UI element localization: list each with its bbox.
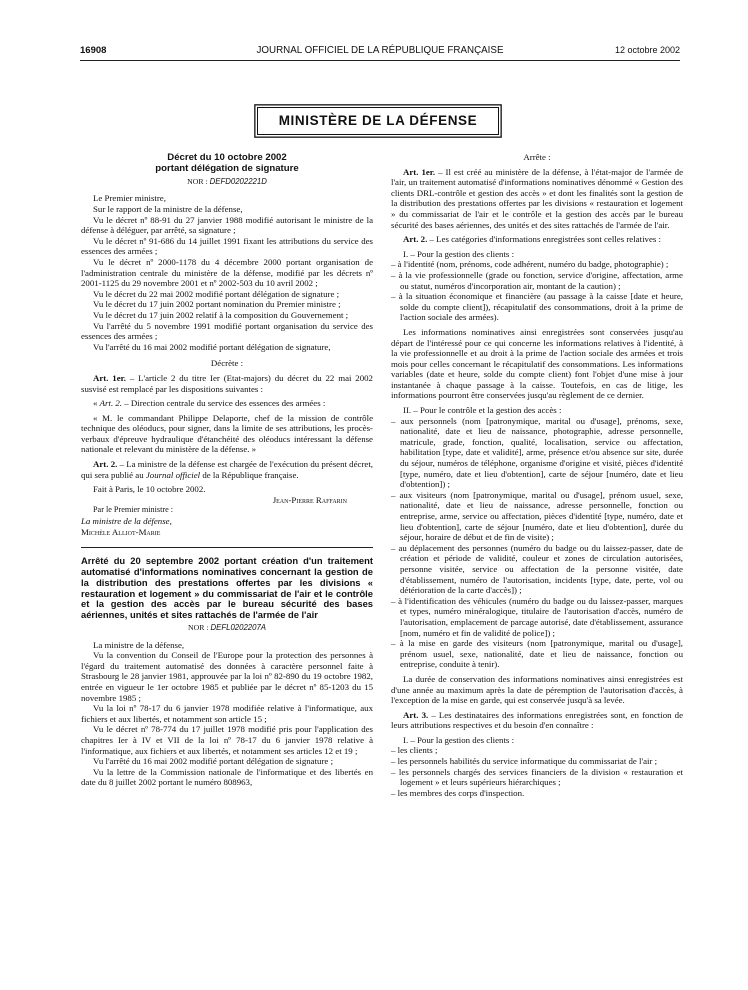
section-2-heading: II. – Pour le contrôle et la gestion des accès : [403,405,562,416]
arrete-art1 [391,167,683,231]
issue-date: 12 octobre 2002 [614,45,680,55]
nor-code: DEFD0202221D [209,176,267,186]
list-item: – à la situation économique et financière (au passage à la caisse [date et heure, solde du compte client]), récapitulatif des consommations, droit à la prime de l'action sociale des armées). [391,291,683,323]
decree-paragraph: Vu le décret nº 88-91 du 27 janvier 1988 modifié autorisant le ministre de la défense à déléguer, par arrêté, sa signature ; [81,214,373,236]
art-text: – La ministre de la défense est chargée de l'exécution du présent décret, qui sera publié au [81,459,373,480]
page-header [80,45,680,59]
list-item: – à l'identification des véhicules (numéro du badge ou du laissez-passer, marques et types, numéro minéralogique, titulaire de l'autorisation d'accès, numéro de l'autorisation, emplacement de parcage autorisé, date d'établissement, assurance [nom, numéro et fin de validité de police]) ; [391,595,683,638]
list-item: – les clients ; [391,745,438,756]
list-item: – aux visiteurs (nom [patronymique, marital ou d'usage], prénom usuel, sexe, nationalité, date et lieu de naissance, adresse personnelle, fonction ou entreprise, arme, service ou affectation, pièces d'identité [type, numéro, date et lieu d'obtention], carte de séjour [numéro, date et lieu d'obtention], durée du séjour, horaire de début et de fin de visite) ; [391,489,683,543]
art-text: – Les catégories d'informations enregistrées sont celles relatives : [427,234,661,245]
journal-title: JOURNAL OFFICIEL DE LA RÉPUBLIQUE FRANÇAISE [256,45,504,56]
section-1-heading: I. – Pour la gestion des clients : [403,248,515,259]
list-item: – au déplacement des personnes (numéro du badge ou du laissez-passer, date de création et période de validité, couleur et zones de circulation autorisées, personne visitée, service ou affectation de la personne visitée, date d'établissement, numéro de l'autorisation, incidents [type, date, perte, vol ou détérioration de la carte d'accès]) ; [391,542,683,596]
art-text: – L'article 2 du titre Ier (Etat-majors) du décret du 22 mai 2002 susvisé est remplacé par les dispositions suivantes : [81,372,373,394]
decree-nor [81,177,373,188]
nor-label: NOR : [187,623,211,632]
list-3 [391,745,683,798]
art-text: – Direction centrale du service des essences des armées : [122,398,326,409]
arrete-paragraph: Vu l'arrêté du 16 mai 2002 modifié portant délégation de signature ; [93,756,334,767]
list-item: – les personnels chargés des services financiers de la division « restauration et logement » et leurs supérieurs hiérarchiques ; [391,766,683,788]
decree-paragraph: Vu le décret du 17 juin 2002 portant nomination du Premier ministre ; [93,299,341,310]
arrete-paragraph: Vu la convention du Conseil de l'Europe pour la protection des personnes à l'égard du traitement automatisé des données à caractère personnel faite à Strasbourg le 28 janvier 1981, approuvée par la loi nº 82-890 du 19 octobre 1982, entrée en vigueur le 1er octobre 1985 et publiée par le décret nº 85-1203 du 15 novembre 1985 ; [81,650,373,703]
minister-title: La ministre de la défense, [81,516,172,527]
decree-art2 [81,459,373,480]
header-rule [80,60,680,61]
conservation-2: La durée de conservation des informations nominatives ainsi enregistrées est d'une année au maximum après la date de péremption de l'autorisation d'accès, à l'exception de la mise en garde, qui est conservée jusqu'à sa levée. [391,673,683,706]
art-text: – Les destinataires des informations enregistrées sont, en fonction de leurs attributions respectives et du besoin d'en connaître : [391,709,684,731]
list-2 [391,416,683,670]
arrete-nor [81,623,373,634]
decree-paragraph: Vu l'arrêté du 5 novembre 1991 modifié portant organisation du service des essences des armées ; [81,320,373,342]
journal-name: Journal officiel [145,469,201,480]
decree-paragraph: Vu le décret du 22 mai 2002 modifié portant délégation de signature ; [93,288,340,299]
arrete-art3 [391,710,683,731]
nor-code: DEFL0202207A [210,623,266,632]
section-3-heading: I. – Pour la gestion des clients : [403,734,515,745]
arrete-title: Arrêté du 20 septembre 2002 portant création d'un traitement automatisé d'informations nominatives concernant la gestion de la distribution des prestations offertes par les divisions « restauration et logement » du commissariat de l'air et le contrôle et la gestion des accès par le bureau sécurité des bases aériennes, unités et sites rattachés de l'armée de l'air [81,555,373,621]
decree-par: Par le Premier ministre : [93,505,174,515]
left-column [81,152,373,788]
decree-paragraph: Vu le décret du 17 juin 2002 relatif à la composition du Gouvernement ; [93,309,349,320]
art-label: Art. 2. [93,459,118,470]
ministry-title-box [257,107,499,135]
decree-paragraph: Vu le décret nº 2000-1178 du 4 décembre 2000 portant organisation de l'administration centrale du ministère de la défense, modifié par les décrets nº 2001-1125 du 29 novembre 2001 et nº 2002-503 du 10 avril 2002 ; [81,256,373,289]
quote-mark: « [93,398,100,409]
decree-paragraph: Vu le décret nº 91-686 du 14 juillet 1991 fixant les attributions du service des essences des armées ; [81,235,373,257]
arrete-paragraph: La ministre de la défense, [93,639,185,650]
art-label: Art. 1er. [93,372,126,383]
decree-paragraph: Vu l'arrêté du 16 mai 2002 modifié portant délégation de signature, [93,341,331,352]
arrete-word: Arrête : [523,152,551,162]
decree-paragraph: Le Premier ministre, [93,193,166,204]
decree-paragraph: Sur le rapport de la ministre de la défense, [93,204,243,214]
list-item: – les personnels habilités du service informatique du commissariat de l'air ; [391,756,658,767]
decrete: Décrète : [210,358,244,369]
decree-fait: Fait à Paris, le 10 octobre 2002. [93,484,206,495]
decree-signatory: Jean-Pierre Raffarin [272,494,347,505]
art-text: – Il est créé au ministère de la défense, à l'état-major de l'armée de l'air, un traitement automatisé d'informations nominatives dénommé « Gestion des clients DRL-contrôle et gestion des accès » et dont les finalités sont la gestion de la distribution des prestations offertes par les divisions « restauration et logement » du commissariat de l'air et le contrôle et la gestion des accès par le bureau sécurité des bases aériennes, des unités et des sites rattachés de l'armée de l'air. [391,166,683,230]
decree-art2-quote [81,398,373,409]
decree-art1 [81,373,373,394]
page-number: 16908 [80,45,107,56]
decree-preamble [81,193,373,352]
arrete-preamble [81,640,373,788]
arrete-art2 [391,234,683,245]
art-label: Art. 3. [403,709,429,720]
list-item: – à la vie professionnelle (grade ou fonction, service d'origine, affectation, arme ou statut, numéros d'incorporation air, montant de la caution) ; [391,269,683,291]
decree-title-2: portant délégation de signature [155,163,299,175]
right-column [391,152,683,798]
arrete-paragraph: Vu le décret nº 78-774 du 17 juillet 1978 modifié pris pour l'application des chapitres Ier à IV et VII de la loi nº 78-17 du 6 janvier 1978 relative à l'informatique, aux fichiers et aux libertés, et notamment ses articles 12 et 19 ; [81,724,373,756]
arrete-paragraph: Vu la lettre de la Commission nationale de l'informatique et des libertés en date du 8 juillet 2002 portant le numéro 808963, [81,766,373,788]
decree-title-1: Décret du 10 octobre 2002 [167,152,287,163]
art-label: Art. 1er. [403,166,436,177]
list-item: – à l'identité (nom, prénoms, code adhérent, numéro du badge, photographie) ; [391,259,669,270]
list-item: – les membres des corps d'inspection. [391,787,525,798]
decree-quote-body: « M. le commandant Philippe Delaporte, chef de la mission de contrôle technique des oléoducs, pour signer, dans la limite de ses attributions, les procès-verbaux d'épreuve hydraulique d'étanchéité des oléoducs intéressant la défense nationale et relevant du ministère de la défense. » [81,412,373,455]
art-text: de la République française. [200,469,299,480]
section-divider [81,547,373,548]
list-item: – à la mise en garde des visiteurs (nom [patronymique, marital ou d'usage], prénom usuel, sexe, nationalité, date et lieu de naissance, fonction ou entreprise, conduite à tenir). [391,638,683,670]
art-label: Art. 2. [403,234,428,245]
nor-label: NOR : [187,176,210,186]
art-label: Art. 2. [99,398,122,409]
arrete-paragraph: Vu la loi nº 78-17 du 6 janvier 1978 modifiée relative à l'informatique, aux fichiers et aux libertés, et notamment son article 15 ; [81,703,373,724]
ministry-title: MINISTÈRE DE LA DÉFENSE [278,113,478,128]
minister-name: Michèle Alliot-Marie [81,526,161,537]
list-item: – aux personnels (nom [patronymique, marital ou d'usage], prénoms, sexe, nationalité, date et lieu de naissance, photographie, adresse personnelle, matricule, grade, fonction, qualité, localisation, service ou affectation, habilitation [type, date et validité], arme, présence et/ou absence sur site, durée du séjour, numéros de téléphone, organisme d'origine et visité, pièces d'identité [type, numéro, date et lieu d'obtention], carte de séjour [numéro, date et lieu d'obtention]) ; [391,415,683,490]
conservation-1: Les informations nominatives ainsi enregistrées sont conservées jusqu'au départ de l'intéressé pour ce qui concerne les informations relatives à l'identité, à la vie professionnelle et au droit à la prime de l'action sociale des armées et trois mois pour celles concernant le récapitulatif des consommations. Les informations variables (date et heure, solde du compte client) font l'objet d'une mise à jour instantanée à chaque passage à la caisse. Toutefois, en cas de litige, les informations pourront être conservées jusqu'au règlement de ce dernier. [391,326,683,401]
list-1 [391,259,683,323]
